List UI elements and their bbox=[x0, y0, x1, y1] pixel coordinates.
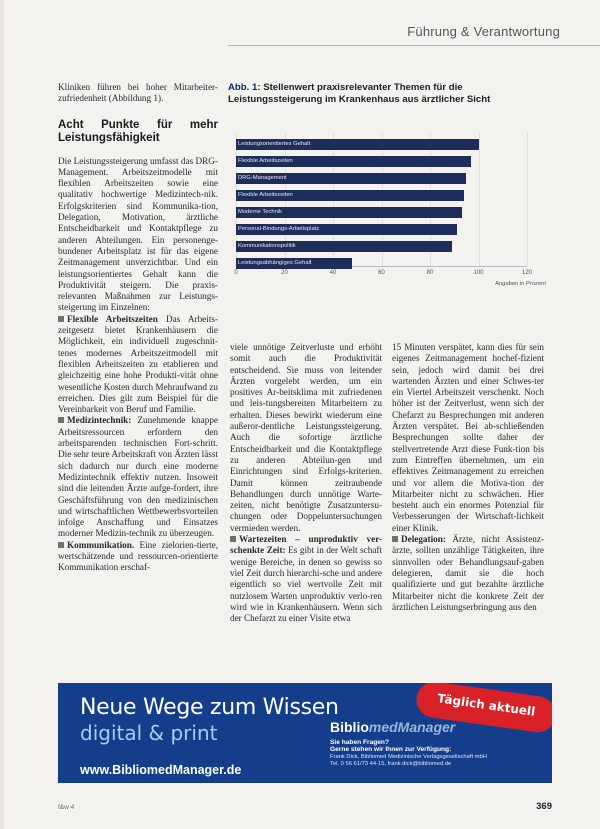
figure-caption-text: Stellenwert praxisrelevanter Themen für die Leistungssteigerung im Krankenhaus aus ärztlicher Sicht bbox=[228, 82, 491, 105]
ad-url-link[interactable]: www.BibliomedManager.de bbox=[80, 763, 242, 777]
bar-category-label: Flexible Arbeitszeiten bbox=[238, 158, 293, 164]
paragraph: viele unnötige Zeitverluste und erhöht somit auch die Produktivität entscheidend. Sie muss von leitender Ärzten vorgelebt werden, um ein positives Ar-beitsklima mit zufriedenen und leis-tungsbereiten Mitarbeitern zu erhalten. Dieses bewirkt wiederum eine außeror-dentliche Leistungssteigerung. Auch die sofortige ärztliche Entscheidbarkeit und die Kontaktpflege zu anderen Abteilun-gen und Einrichtungen sind Erfolgs-kriterien. Damit können zeitraubende Behandlungen durch unnötige Warte-zeiten, nicht benötigte Zusatzuntersu-chungen oder Doppeluntersuchungen vermieden werden. bbox=[230, 342, 382, 533]
bullet-title: Wartezeiten – unproduktiv ver-schenkte Zeit: bbox=[230, 534, 382, 556]
x-tick-label: 20 bbox=[281, 270, 288, 276]
ad-subline: digital & print bbox=[80, 721, 218, 745]
bullet-title: Flexible Arbeitszeiten bbox=[67, 313, 158, 324]
ad-info-line: Gerne stehen wir Ihnen zur Verfügung: bbox=[330, 746, 452, 754]
bar-chart bbox=[232, 133, 550, 295]
bar-category-label: Flexible Arbeitszeiten bbox=[238, 192, 293, 198]
bullet-delegation bbox=[392, 534, 544, 613]
bar-category-label: Leistungsorientiertes Gehalt bbox=[238, 141, 311, 147]
ad-info-line: Tel. 0 56 61/73 44-15, frank.dick@bibliomed.de bbox=[330, 761, 452, 768]
text-column-2 bbox=[230, 342, 382, 624]
bar-category-label: Personal-Bindungs-Arbeitsplatz bbox=[238, 226, 320, 232]
ad-badge-text: Täglich aktuell bbox=[436, 691, 537, 719]
paragraph: 15 Minuten verspätet, kann dies für sein eigenes Zeitmanagement hochef-fizient sein, jedoch wird damit bei drei wartenden Ärzten und einer Schwes-ter ein Viertel Arbeitszeit verschenkt. Noch höher ist der Zeitverlust, wenn sich der Chefarzt zu Besprechungen mit anderen Ärzten verspätet. Bei ab-schließenden Besprechungen sollte daher der stellvertretende Arzt diese Funk-tion bis zum Eintreffen übernehmen, um ein effektives Zeitmanagement zu erreichen und vor allem die Motiva-tion der Mitarbeiter nicht zu schwächen. Hier besteht auch ein enormes Potenzial für Verbesserungen der Wirtschaft-lichkeit einer Klinik. bbox=[392, 342, 544, 533]
paragraph: Die Leistungssteigerung umfasst das DRG-Management. Arbeitszeitmodelle mit flexiblen Arbeitszeiten sowie eine qualitativ hochwertige Medizintech-nik. Erfolgskriterien sind Kommunika-tion, Delegation, Motivation, ärztliche Entscheidbarkeit und Kontaktpflege zu anderen Abteilungen. Ein personenge-bundener Arbeitsplatz ist für das eigene Zeitmanagement unverzichtbar. Und ein leistungsorientiertes Gehalt kann die Produktivität steigern. Die praxis-relevanten Maßnahmen zur Leistungs-steigerung im Einzelnen: bbox=[58, 155, 218, 313]
bullet-text: Das Arbeits-zeitgesetz bietet Krankenhäusern die Möglichkeit, ein individuell zugeschnit-tenes modernes Arbeitszeitmodell mit flexiblen Arbeitszeiten zu etablieren und gleichzeitig eine hohe Produkti-vität ohne wesentliche Kosten durch Mehraufwand zu erreichen. Dies gilt zum Beispiel für die Vereinbarkeit von Beruf und Familie. bbox=[58, 313, 219, 415]
ad-contact-info bbox=[330, 739, 545, 769]
ad-logo bbox=[330, 719, 455, 735]
figure-label: Abb. 1: bbox=[228, 82, 261, 93]
bullet-title: Kommunikation. bbox=[67, 539, 135, 550]
page-margin-shadow bbox=[0, 0, 4, 829]
bullet-square-icon bbox=[58, 316, 64, 322]
bar-category-label: DRG-Management bbox=[238, 175, 287, 181]
x-axis-label: Angaben in Prozent bbox=[495, 281, 546, 287]
header-rule bbox=[228, 45, 600, 46]
bullet-flexible bbox=[58, 314, 218, 416]
ad-headline: Neue Wege zum Wissen bbox=[80, 695, 339, 720]
bullet-text: Eine zielorien-tierte, wertschätzende und ressourcen-orientierte Kommunikation erschaf- bbox=[58, 539, 218, 573]
x-tick-label: 80 bbox=[426, 270, 434, 276]
section-header: Führung & Verantwortung bbox=[407, 24, 560, 39]
text-column-1 bbox=[58, 82, 218, 574]
bullet-medizintechnik bbox=[58, 415, 218, 539]
x-tick-label: 120 bbox=[521, 270, 532, 276]
bar-category-label: Kommunikationspolitik bbox=[238, 243, 296, 249]
bullet-square-icon bbox=[58, 542, 64, 548]
bullet-text: Es gibt in der Welt schaft wenige Bereiche, in denen so gewiss so viel Zeit durch hierarchi-sche und andere eigentlich so viel wertvolle Zeit mit nutzlosem Warten unproduktiv verlo-ren wird wie in Krankenhäusern. Wenn sich der Chefarzt zu einer Visite etwa bbox=[230, 545, 383, 624]
bar-category-label: Moderne Technik bbox=[238, 209, 283, 215]
gridline bbox=[479, 133, 480, 266]
bullet-wartezeiten bbox=[230, 534, 382, 624]
gridline bbox=[527, 133, 528, 266]
ad-logo-part-a: Biblio bbox=[330, 719, 369, 735]
text-column-3 bbox=[392, 342, 544, 613]
section-heading: Acht Punkte für mehr Leistungsfähigkeit bbox=[58, 118, 218, 145]
bar-category-label: Leistungsabhängiges Gehalt bbox=[238, 260, 312, 266]
x-tick-label: 60 bbox=[378, 270, 385, 276]
figure-caption bbox=[228, 82, 558, 106]
bullet-title: Medizintechnik: bbox=[67, 415, 132, 426]
ad-logo-part-b: medManager bbox=[368, 719, 456, 735]
bullet-square-icon bbox=[392, 536, 398, 542]
x-tick-label: 0 bbox=[234, 270, 238, 276]
x-tick-label: 100 bbox=[473, 270, 484, 276]
advertisement-banner[interactable] bbox=[58, 683, 552, 783]
footer-issue: f&w 4 bbox=[58, 804, 75, 811]
paragraph-intro: Kliniken führen bei hoher Mitarbeiter-zufriedenheit (Abbildung 1). bbox=[58, 82, 218, 104]
ad-question: Sie haben Fragen? bbox=[330, 739, 389, 746]
page-number: 369 bbox=[536, 801, 552, 812]
bullet-square-icon bbox=[230, 536, 236, 542]
ad-info-line: Frank Dick, Bibliomed Medizinische Verlagsgesellschaft mbH bbox=[330, 753, 487, 760]
bullet-text: Ärzte, nicht Assistenz-ärzte, sollten unzählige Tätigkeiten, ihre sinnvollen oder Behandlungsauf-gaben delegieren, damit sie die hoch qualifizierte und gut bezahlte ärztliche Mitarbeiter nicht die konkrete Zeit der ärztlichen Leistungserbringung aus den bbox=[392, 534, 544, 612]
bullet-text: Zunehmende knappe Arbeitsressourcen erfordern den arbeitsparenden technischen Fort-schritt. Die sehr teure Arbeitskraft von Ärzten lässt sich dadurch nur durch eine moderne Medizintechnik effektiv nutzen. Insoweit sind die leitenden Ärzte aufge-fordert, ihre Geschäftsführung von den medizinischen und wirtschaftlichen Wettbewerbsvorteilen infolge Anschaffung und Einsatzes moderner Medizin-technik zu überzeugen. bbox=[58, 415, 218, 539]
bullet-kommunikation bbox=[58, 540, 218, 574]
bullet-title: Delegation: bbox=[401, 534, 446, 545]
x-tick-label: 40 bbox=[329, 270, 337, 276]
bullet-square-icon bbox=[58, 417, 64, 423]
